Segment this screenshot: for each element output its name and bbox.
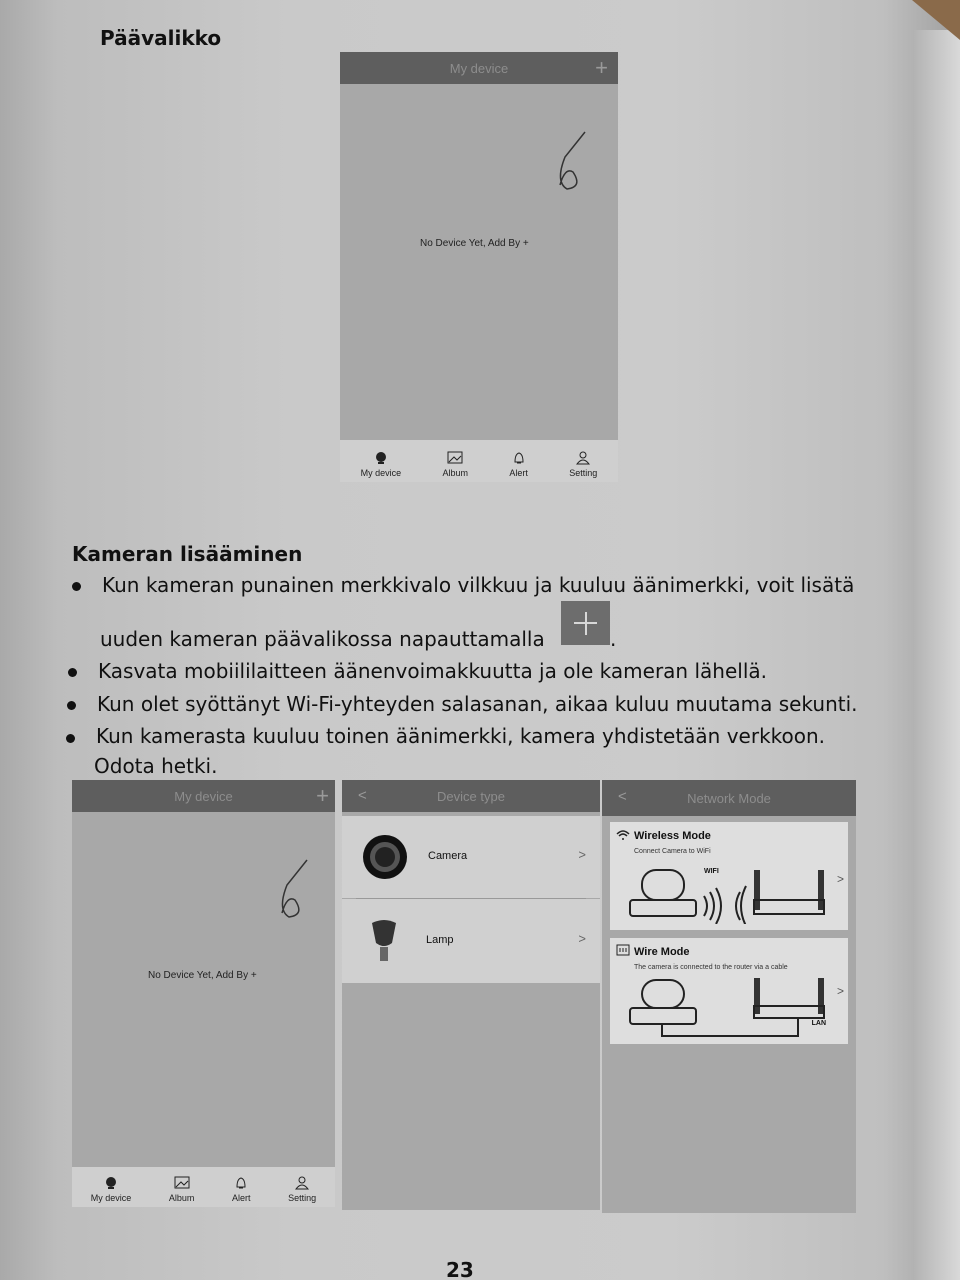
user-icon: [576, 451, 590, 465]
tab-album[interactable]: [169, 1176, 195, 1207]
bottom-tab-bar: [72, 1167, 335, 1207]
bullet-3: Kun olet syöttänyt Wi-Fi-yhteyden salasanan, aikaa kuluu muutama sekunti.: [97, 692, 858, 716]
page-edge: [914, 30, 960, 1280]
bullet-2: Kasvata mobiililaitteen äänenvoimakkuutta ja ole kameran lähellä.: [98, 659, 767, 683]
device-type-lamp[interactable]: [342, 899, 600, 983]
add-device-icon[interactable]: +: [316, 783, 329, 808]
card-subtitle: The camera is connected to the router via a cable: [634, 964, 788, 971]
album-icon: [447, 451, 463, 465]
item-label: Lamp: [426, 934, 454, 946]
empty-state-message: No Device Yet, Add By +: [148, 970, 257, 981]
tab-label: Setting: [288, 1193, 317, 1203]
tab-setting[interactable]: [288, 1176, 316, 1207]
wireless-mode-card[interactable]: [610, 822, 848, 930]
screen-title: Device type: [437, 788, 505, 804]
bell-icon: [512, 451, 526, 465]
camera-icon: [362, 834, 408, 880]
bullet-dot: [67, 701, 76, 710]
chevron-right-icon: >: [836, 984, 844, 998]
wifi-label: WIFI: [704, 868, 719, 875]
tab-label: Alert: [509, 468, 528, 478]
chevron-right-icon: >: [578, 847, 586, 862]
section-heading: Kameran lisääminen: [72, 542, 303, 566]
screen-header: [72, 780, 335, 812]
screen-header: [342, 780, 600, 812]
bullet-dot: [72, 582, 81, 591]
tab-alert[interactable]: [232, 1176, 251, 1207]
wire-mode-card[interactable]: [610, 938, 848, 1044]
album-icon: [174, 1176, 190, 1190]
bullet-dot: [68, 668, 77, 677]
wifi-icon: [616, 830, 630, 840]
screen-title: Network Mode: [687, 790, 771, 806]
bullet-dot: [66, 734, 75, 743]
tab-setting[interactable]: [569, 451, 597, 482]
main-menu-screenshot: [340, 52, 618, 482]
chevron-right-icon: >: [836, 872, 844, 886]
bullet-1: Kun kameran punainen merkkivalo vilkkuu ja kuuluu äänimerkki, voit lisätä: [102, 573, 855, 597]
tab-my-device[interactable]: [91, 1176, 132, 1207]
screen-title: My device: [174, 788, 233, 804]
screen-header: [340, 52, 618, 84]
page-number: 23: [446, 1258, 474, 1280]
tab-alert[interactable]: [509, 451, 528, 482]
card-title: Wireless Mode: [634, 830, 711, 842]
bullet-1-end: .: [610, 627, 617, 651]
device-type-screenshot: [342, 780, 600, 1210]
network-mode-screenshot: [602, 780, 856, 1213]
card-title: Wire Mode: [634, 946, 690, 958]
my-device-screenshot: [72, 780, 335, 1207]
user-icon: [295, 1176, 309, 1190]
pen-scribble: [267, 855, 317, 925]
tab-label: My device: [360, 468, 402, 478]
ethernet-icon: [616, 944, 630, 956]
wire-diagram-icon: [622, 974, 842, 1040]
screen-header: [602, 780, 856, 816]
camera-tab-icon: [104, 1176, 118, 1190]
camera-tab-icon: [374, 451, 388, 465]
tab-label: Setting: [569, 468, 598, 478]
tab-label: Album: [168, 1193, 195, 1203]
device-type-camera[interactable]: [342, 816, 600, 898]
tab-my-device[interactable]: [361, 451, 402, 482]
card-subtitle: Connect Camera to WiFi: [634, 848, 711, 855]
tab-label: Alert: [232, 1193, 251, 1203]
bullet-1-line-2: uuden kameran päävalikossa napauttamalla: [100, 627, 545, 651]
pen-scribble: [545, 127, 595, 197]
tab-label: My device: [90, 1193, 132, 1203]
bullet-4-line-2: Odota hetki.: [94, 754, 218, 778]
bottom-tab-bar: [340, 440, 618, 482]
lamp-icon: [370, 919, 398, 965]
back-icon[interactable]: <: [618, 788, 627, 805]
wireless-diagram-icon: [622, 862, 842, 924]
add-device-icon[interactable]: +: [595, 55, 608, 80]
tab-label: Album: [442, 468, 469, 478]
bullet-4: Kun kamerasta kuuluu toinen äänimerkki, kamera yhdistetään verkkoon.: [96, 724, 826, 748]
main-menu-heading: Päävalikko: [100, 26, 222, 50]
screen-title: My device: [449, 60, 509, 76]
bell-icon: [234, 1176, 248, 1190]
chevron-right-icon: >: [578, 931, 586, 946]
tab-album[interactable]: [443, 451, 469, 482]
item-label: Camera: [428, 850, 468, 862]
add-button-inline-icon: [561, 601, 610, 645]
empty-state-message: No Device Yet, Add By +: [420, 238, 529, 249]
back-icon[interactable]: <: [358, 787, 367, 804]
lan-label: LAN: [811, 1020, 826, 1027]
